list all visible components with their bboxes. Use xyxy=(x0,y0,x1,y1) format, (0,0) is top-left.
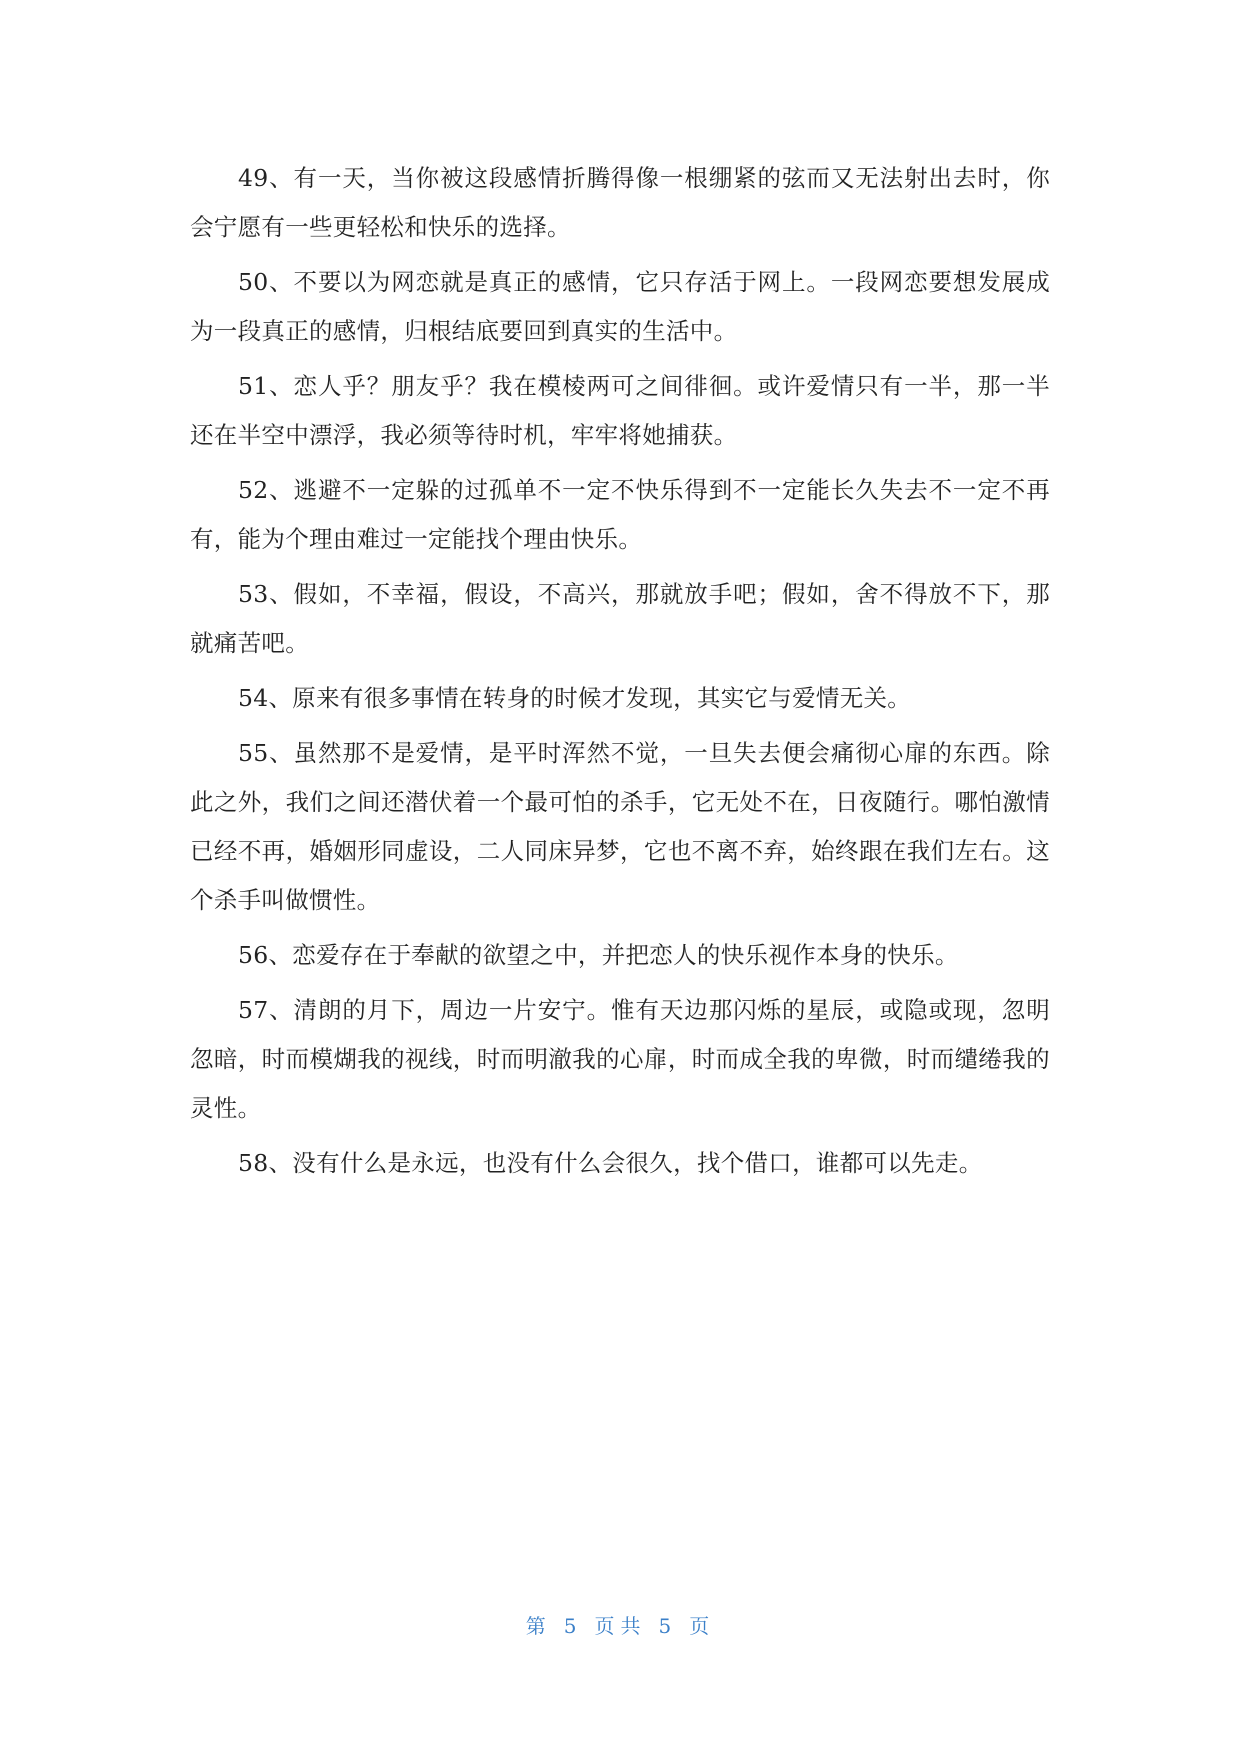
footer-label-of: 页共 xyxy=(594,1614,647,1638)
footer-total-pages: 5 xyxy=(658,1614,678,1638)
paragraph-56: 56、恋爱存在于奉献的欲望之中，并把恋人的快乐视作本身的快乐。 xyxy=(238,941,959,969)
document-body xyxy=(190,154,1050,1194)
paragraph-55: 55、虽然那不是爱情，是平时浑然不觉，一旦失去便会痛彻心扉的东西。除此之外，我们之间还潜伏着一个最可怕的杀手，它无处不在，日夜随行。哪怕激情已经不再，婚姻形同虚设，二人同床异梦，它也不离不弃，始终跟在我们左右。这个杀手叫做惯性。 xyxy=(190,739,1050,914)
footer-label-page: 第 xyxy=(525,1614,552,1638)
paragraph-57: 57、清朗的月下，周边一片安宁。惟有天边那闪烁的星辰，或隐或现，忽明忽暗，时而模煳我的视线，时而明澈我的心扉，时而成全我的卑微，时而缱绻我的灵性。 xyxy=(190,996,1050,1122)
paragraph-53: 53、假如，不幸福，假设，不高兴，那就放手吧；假如，舍不得放不下，那就痛苦吧。 xyxy=(190,580,1050,657)
footer-current-page: 5 xyxy=(563,1614,583,1638)
paragraph-54: 54、原来有很多事情在转身的时候才发现，其实它与爱情无关。 xyxy=(238,684,912,712)
paragraph-50: 50、不要以为网恋就是真正的感情，它只存活于网上。一段网恋要想发展成为一段真正的感情，归根结底要回到真实的生活中。 xyxy=(190,268,1050,345)
paragraph-51: 51、恋人乎？朋友乎？我在模棱两可之间徘徊。或许爱情只有一半，那一半还在半空中漂浮，我必须等待时机，牢牢将她捕获。 xyxy=(190,372,1050,449)
footer-label-end: 页 xyxy=(689,1614,716,1638)
paragraph-58: 58、没有什么是永远，也没有什么会很久，找个借口，谁都可以先走。 xyxy=(238,1149,983,1177)
paragraph-49: 49、有一天，当你被这段感情折腾得像一根绷紧的弦而又无法射出去时，你会宁愿有一些更轻松和快乐的选择。 xyxy=(190,164,1050,241)
page-footer xyxy=(0,1610,1241,1639)
paragraph-52: 52、逃避不一定躲的过孤单不一定不快乐得到不一定能长久失去不一定不再有，能为个理由难过一定能找个理由快乐。 xyxy=(190,476,1050,553)
